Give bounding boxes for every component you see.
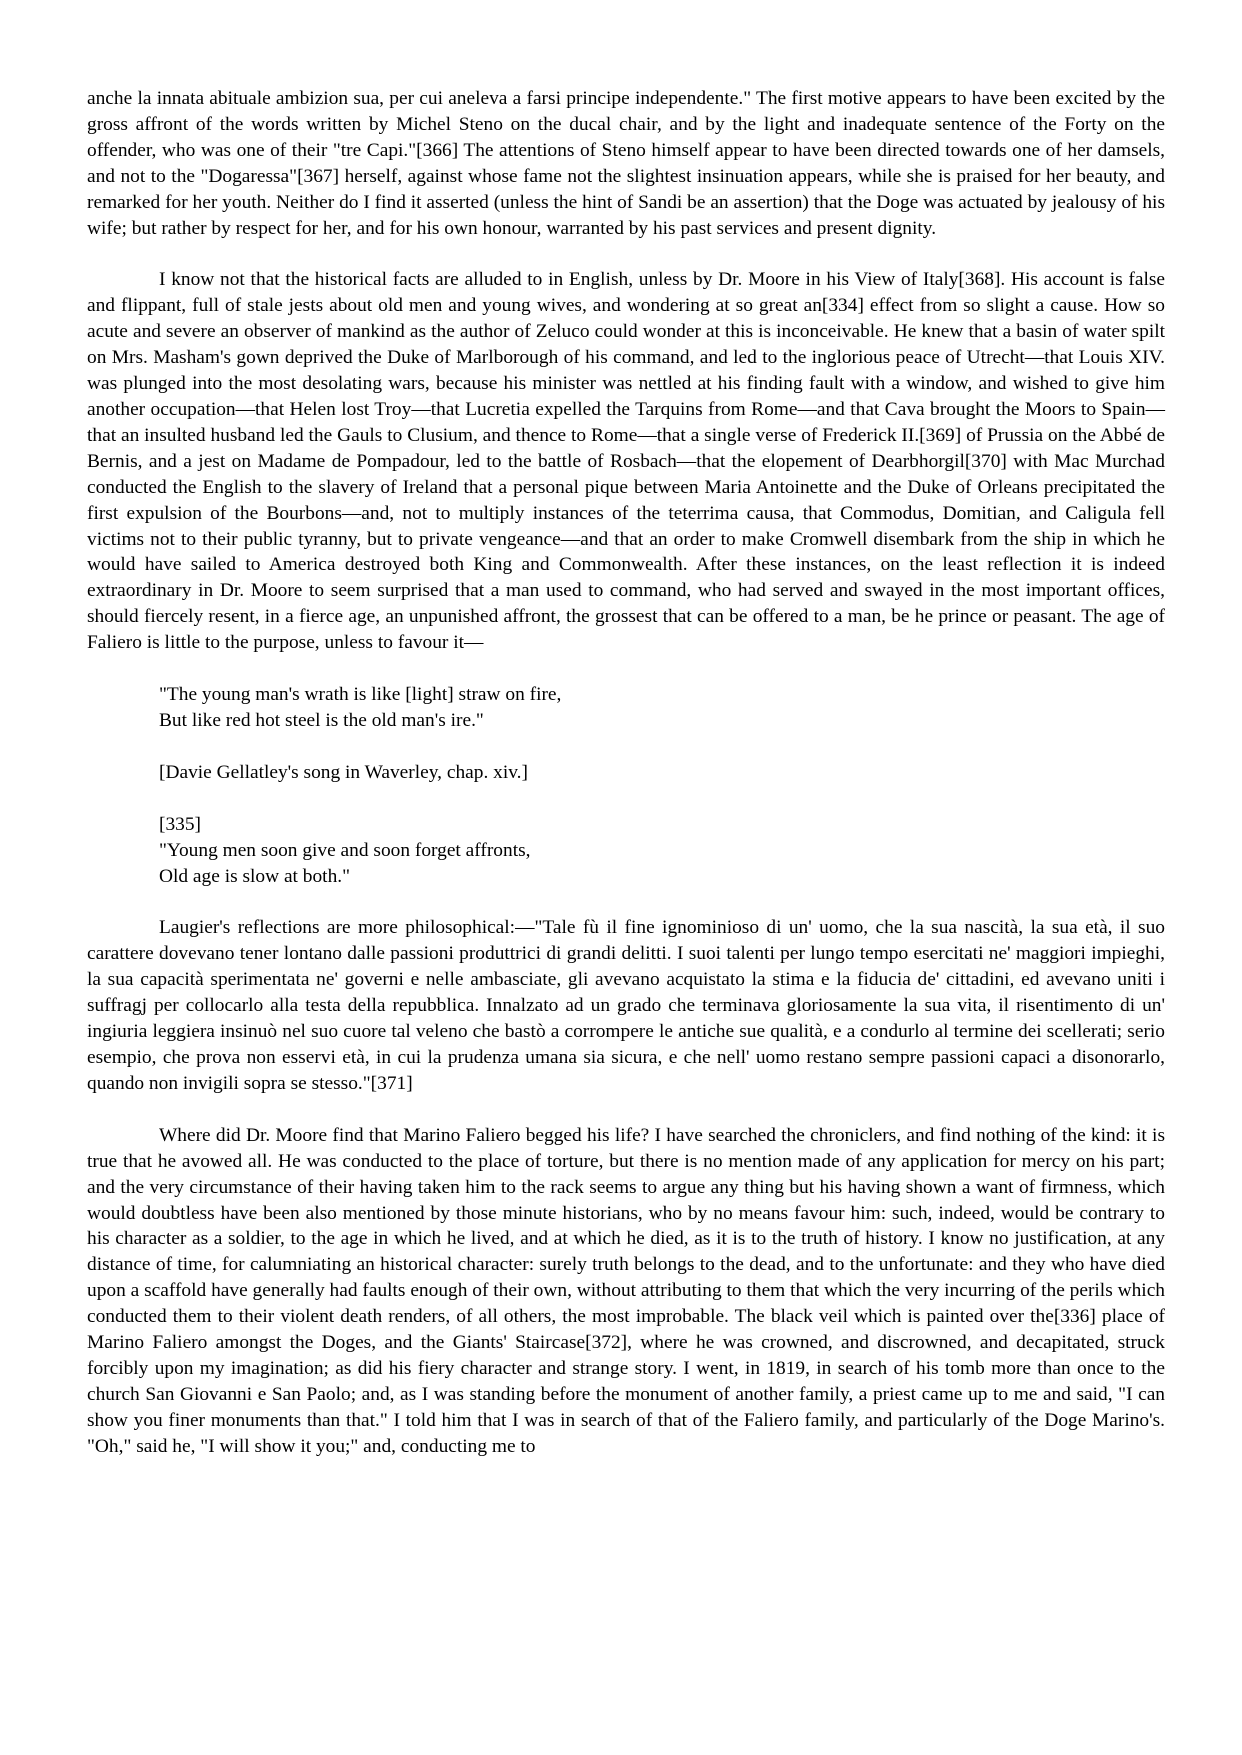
verse-quote-waverley: [159, 682, 1165, 734]
verse-line: Old age is slow at both.": [159, 865, 351, 887]
verse-source: [Davie Gellatley's song in Waverley, chap. xiv.]: [159, 761, 528, 783]
verse-line: But like red hot steel is the old man's ire.": [159, 709, 484, 731]
verse-quote-affronts: [159, 812, 1165, 890]
paragraph-continuation: anche la innata abituale ambizion sua, per cui aneleva a farsi principe independente." The first motive appears to have been excited by the gross affront of the words written by Michel Steno on the ducal chair, and by the light and inadequate sentence of the Forty on the offender, who was one of their "tre Capi."[366] The attentions of Steno himself appear to have been directed towards one of her damsels, and not to the "Dogaressa"[367] herself, against whose fame not the slightest insinuation appears, while she is praised for her beauty, and remarked for her youth. Neither do I find it asserted (unless the hint of Sandi be an assertion) that the Doge was actuated by jealousy of his wife; but rather by respect for her, and for his own honour, warranted by his past services and present dignity.: [87, 88, 1165, 239]
paragraph-faliero-life: Where did Dr. Moore find that Marino Faliero begged his life? I have searched the chroniclers, and find nothing of the kind: it is true that he avowed all. He was conducted to the place of torture, but there is no mention made of any application for mercy on his part; and the very circumstance of their having taken him to the rack seems to argue any thing but his having shown a want of firmness, which would doubtless have been also mentioned by those minute historians, who by no means favour him: such, indeed, would be contrary to his character as a soldier, to the age in which he lived, and at which he died, as it is to the truth of history. I know no justification, at any distance of time, for calumniating an historical character: surely truth belongs to the dead, and to the unfortunate: and they who have died upon a scaffold have generally had faults enough of their own, without attributing to them that which the very incurring of the perils which conducted them to their violent death renders, of all others, the most improbable. The black veil which is painted over the[336] place of Marino Faliero amongst the Doges, and the Giants' Staircase[372], where he was crowned, and discrowned, and decapitated, struck forcibly upon my imagination; as did his fiery character and strange story. I went, in 1819, in search of his tomb more than once to the church San Giovanni e San Paolo; and, as I was standing before the monument of another family, a priest came up to me and said, "I can show you finer monuments than that." I told him that I was in search of that of the Faliero family, and particularly of the Doge Marino's. "Oh," said he, "I will show it you;" and, conducting me to: [87, 1124, 1165, 1457]
verse-line: "Young men soon give and soon forget affronts,: [159, 839, 531, 861]
document-page: [87, 86, 1165, 1460]
paragraph-dr-moore: I know not that the historical facts are alluded to in English, unless by Dr. Moore in his View of Italy[368]. His account is false and flippant, full of stale jests about old men and young wives, and wondering at so great an[334] effect from so slight a cause. How so acute and severe an observer of mankind as the author of Zeluco could wonder at this is inconceivable. He knew that a basin of water spilt on Mrs. Masham's gown deprived the Duke of Marlborough of his command, and led to the inglorious peace of Utrecht—that Louis XIV. was plunged into the most desolating wars, because his minister was nettled at his finding fault with a window, and wished to give him another occupation—that Helen lost Troy—that Lucretia expelled the Tarquins from Rome—and that Cava brought the Moors to Spain—that an insulted husband led the Gauls to Clusium, and thence to Rome—that a single verse of Frederick II.[369] of Prussia on the Abbé de Bernis, and a jest on Madame de Pompadour, led to the battle of Rosbach—that the elopement of Dearbhorgil[370] with Mac Murchad conducted the English to the slavery of Ireland that a personal pique between Maria Antoinette and the Duke of Orleans precipitated the first expulsion of the Bourbons—and, not to multiply instances of the teterrima causa, that Commodus, Domitian, and Caligula fell victims not to their public tyranny, but to private vengeance—and that an order to make Cromwell disembark from the ship in which he would have sailed to America destroyed both King and Commonwealth. After these instances, on the least reflection it is indeed extraordinary in Dr. Moore to seem surprised that a man used to command, who had served and swayed in the most important offices, should fiercely resent, in a fierce age, an unpunished affront, the grossest that can be offered to a man, be he prince or peasant. The age of Faliero is little to the purpose, unless to favour it—: [87, 269, 1165, 654]
verse-line: "The young man's wrath is like [light] straw on fire,: [159, 684, 562, 706]
page-marker: [335]: [159, 813, 202, 835]
paragraph-laugier: Laugier's reflections are more philosophical:—"Tale fù il fine ignominioso di un' uomo, che la sua nascità, la sua età, il suo carattere dovevano tener lontano dalle passioni produttrici di grandi delitti. I suoi talenti per lungo tempo esercitati ne' maggiori impieghi, la sua capacità sperimentata ne' governi e nelle ambasciate, gli avevano acquistato la stima e la fiducia de' cittadini, ed avevano uniti i suffragj per collocarlo alla testa della repubblica. Innalzato ad un grado che terminava gloriosamente la sua vita, il risentimento di un' ingiuria leggiera insinuò nel suo cuore tal veleno che bastò a corrompere le antiche sue qualità, e a condurlo al termine dei scellerati; serio esempio, che prova non esservi età, in cui la prudenza umana sia sicura, e che nell' uomo restano sempre passioni capaci a disonorarlo, quando non invigili sopra se stesso."[371]: [87, 917, 1165, 1094]
